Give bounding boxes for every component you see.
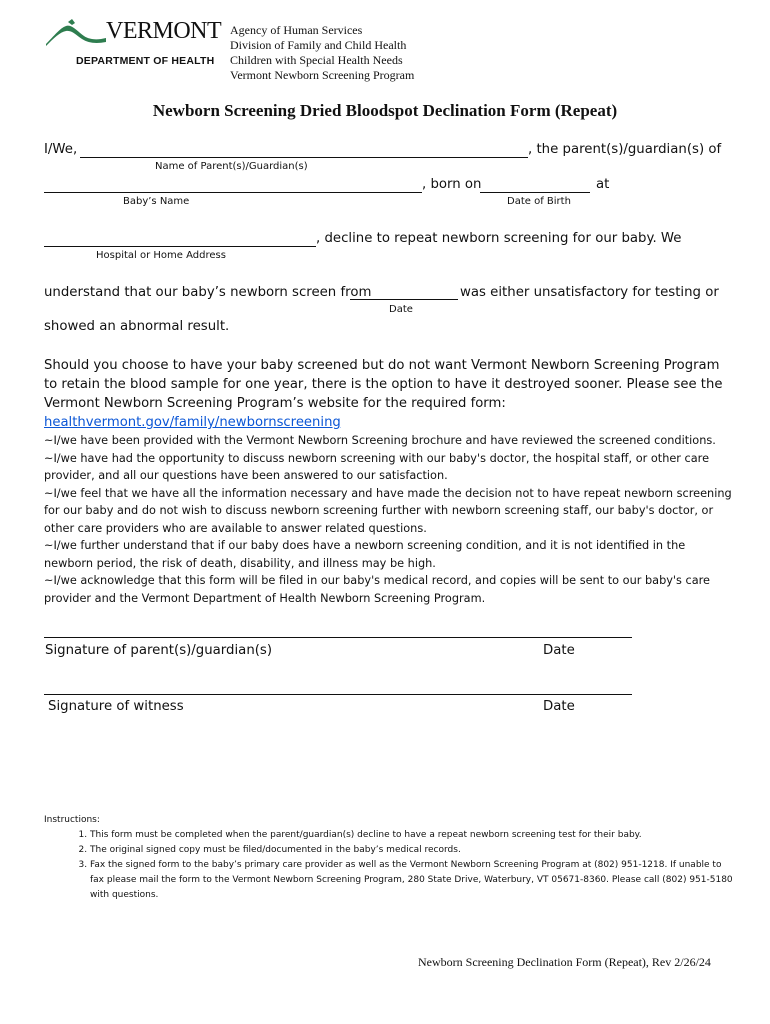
form-title: Newborn Screening Dried Bloodspot Declination Form (Repeat) (152, 101, 618, 120)
retention-text: Should you choose to have your baby screened but do not want Vermont Newborn Screening Program to retain the blood sample for one year, there is the option to have it destroyed sooner. Please see the Vermont Newborn Screening Program’s website for the required form: (44, 358, 723, 411)
baby-name-field[interactable] (44, 192, 422, 193)
instructions-list (44, 828, 734, 903)
footer-revision: Newborn Screening Declination Form (Repeat), Rev 2/26/24 (418, 955, 711, 969)
mountain-icon (44, 18, 108, 48)
retention-paragraph (44, 356, 734, 432)
instruction-item: 3. Fax the signed form to the baby’s primary care provider as well as the Vermont Newborn Screening Program at (802) 951-1218. If unable to fax please mail the form to the Vermont Newborn Screening Program, 280 State Drive, Waterbury, VT 05671-8360. Please call (802) 951-5180 with questions. (90, 858, 734, 903)
iwe-label: I/We, (44, 142, 78, 157)
instructions-block (44, 813, 734, 903)
date-of-birth-caption: Date of Birth (507, 196, 571, 207)
agency-line: Children with Special Health Needs (230, 53, 403, 67)
parent-suffix-label: , the parent(s)/guardian(s) of (528, 142, 722, 157)
witness-signature-field[interactable] (44, 694, 632, 695)
decline-text: , decline to repeat newborn screening for our baby. We (316, 231, 682, 246)
agency-line: Division of Family and Child Health (230, 38, 407, 52)
parent-name-field[interactable] (80, 157, 528, 158)
baby-name-caption: Baby’s Name (123, 196, 190, 207)
agency-block (230, 23, 414, 83)
parent-signature-date-label: Date (543, 643, 575, 658)
screen-date-field[interactable] (350, 299, 458, 300)
logo-name: VERMONT (106, 18, 222, 44)
agency-line: Vermont Newborn Screening Program (230, 68, 415, 82)
witness-signature-label: Signature of witness (48, 699, 184, 714)
screen-date-caption: Date (389, 304, 413, 315)
witness-signature-date-label: Date (543, 699, 575, 714)
logo-department: DEPARTMENT OF HEALTH (76, 55, 215, 67)
date-of-birth-field[interactable] (480, 192, 590, 193)
parent-signature-label: Signature of parent(s)/guardian(s) (45, 643, 273, 658)
acknowledgement-item: ~I/we acknowledge that this form will be filed in our baby's medical record, and copies will be sent to our baby's care provider and the Vermont Department of Health Newborn Screening Program. (44, 574, 710, 605)
instruction-item: 1. This form must be completed when the parent/guardian(s) decline to have a repeat newborn screening test for their baby. (90, 828, 734, 843)
program-website-link[interactable]: healthvermont.gov/family/newbornscreening (44, 415, 341, 430)
at-label: at (596, 177, 610, 192)
agency-line: Agency of Human Services (230, 23, 363, 37)
hospital-address-caption: Hospital or Home Address (96, 250, 226, 261)
hospital-address-field[interactable] (44, 246, 316, 247)
parent-signature-field[interactable] (44, 637, 632, 638)
vermont-health-logo (44, 18, 222, 70)
abnormal-text: showed an abnormal result. (44, 319, 230, 334)
instruction-item: 2. The original signed copy must be filed/documented in the baby’s medical records. (90, 843, 734, 858)
acknowledgement-item: ~I/we have had the opportunity to discuss newborn screening with our baby's doctor, the hospital staff, or other care provider, and all our questions have been answered to our satisfaction. (44, 451, 710, 482)
acknowledgement-item: ~I/we have been provided with the Vermont Newborn Screening brochure and have reviewed the screened conditions. (44, 434, 716, 447)
acknowledgement-item: ~I/we further understand that if our baby does have a newborn screening condition, and it is not identified in the newborn period, the risk of death, disability, and illness may be high. (44, 539, 686, 570)
acknowledgements-list (44, 432, 734, 607)
born-on-label: , born on (422, 177, 482, 192)
understand-text: understand that our baby’s newborn screen from (44, 285, 372, 300)
instructions-heading: Instructions: (44, 815, 100, 825)
unsatisfactory-text: was either unsatisfactory for testing or (460, 285, 719, 300)
parent-name-caption: Name of Parent(s)/Guardian(s) (155, 161, 308, 172)
acknowledgement-item: ~I/we feel that we have all the information necessary and have made the decision not to have repeat newborn screening for our baby and do not wish to discuss newborn screening further with newborn screening staff, our baby's doctor, or other care providers who are available to answer related questions. (44, 486, 732, 535)
